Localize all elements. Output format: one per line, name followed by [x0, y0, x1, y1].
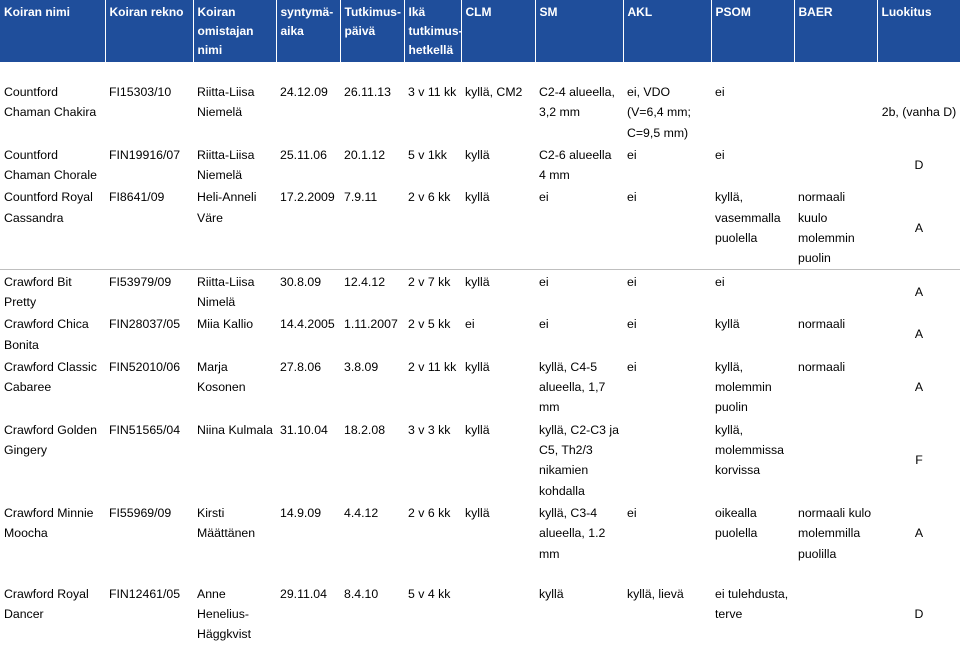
cell-sm: kyllä, C4-5 alueella, 1,7 mm	[539, 359, 606, 415]
header-akl: AKL	[623, 0, 711, 62]
cell-classification: F	[915, 453, 923, 468]
cell-clm: ei	[465, 317, 475, 332]
header-age: Ikä tutkimus-hetkellä	[404, 0, 461, 62]
cell-owner: Marja Kosonen	[197, 359, 246, 395]
cell-sm: ei	[535, 269, 623, 312]
cell-exam-date: 18.2.08	[344, 422, 386, 437]
cell-birth-date: 25.11.06	[280, 147, 327, 162]
cell-baer	[794, 62, 877, 143]
cell-dog-name: Crawford Bit Pretty	[0, 269, 105, 312]
table-row	[0, 564, 960, 645]
table-row	[0, 312, 960, 355]
cell-akl: ei	[627, 317, 637, 332]
header-baer: BAER	[794, 0, 877, 62]
cell-exam-date: 26.11.13	[344, 85, 391, 99]
cell-exam-date: 3.8.09	[344, 359, 379, 374]
cell-age: 2 v 6 kk	[408, 190, 451, 205]
cell-clm: kyllä	[465, 359, 490, 374]
cell-dog-name: Crawford Chica Bonita	[4, 317, 89, 352]
cell-psom: kyllä	[715, 317, 740, 332]
cell-baer	[794, 418, 877, 501]
cell-baer: normaali	[798, 359, 846, 374]
cell-exam-date: 4.4.12	[344, 505, 379, 520]
cell-age: 5 v 1kk	[408, 147, 447, 162]
cell-dog-name: Countford Chaman Chakira	[4, 85, 97, 120]
cell-reg-no: FIN12461/05	[109, 586, 181, 601]
cell-sm: kyllä, C2-C3 ja C5, Th2/3 nikamien kohdalla	[539, 422, 619, 498]
cell-baer: normaali kuulo molemmin puolin	[798, 190, 855, 266]
table-row	[0, 185, 960, 269]
cell-classification: A	[914, 220, 924, 235]
cell-reg-no: FIN52010/06	[109, 359, 181, 374]
table-row	[0, 62, 960, 143]
cell-classification: A	[914, 327, 924, 342]
cell-exam-date: 1.11.2007	[344, 317, 398, 332]
cell-psom: ei	[711, 269, 794, 312]
cell-clm: kyllä	[461, 269, 535, 312]
cell-classification: 2b, (vanha D)	[881, 105, 957, 120]
cell-psom: kyllä, molemmissa korvissa	[715, 422, 785, 478]
cell-age: 2 v 5 kk	[408, 317, 451, 332]
cell-classification: D	[914, 607, 924, 622]
cell-classification: A	[914, 526, 924, 541]
cell-psom: ei	[715, 85, 725, 99]
cell-owner: Niina Kulmala	[197, 422, 273, 437]
cell-birth-date: 24.12.09	[280, 85, 328, 99]
cell-clm: kyllä	[465, 422, 490, 437]
cell-exam-date: 12.4.12	[340, 269, 404, 312]
cell-psom: kyllä, vasemmalla puolella	[715, 190, 781, 246]
cell-birth-date: 14.4.2005	[280, 317, 335, 332]
cell-akl: kyllä, lievä	[627, 586, 684, 601]
table-row	[0, 355, 960, 418]
cell-exam-date: 7.9.11	[344, 190, 378, 205]
cell-clm: kyllä	[465, 190, 490, 205]
cell-birth-date: 17.2.2009	[280, 190, 335, 205]
header-exam-date: Tutkimus-päivä	[340, 0, 404, 62]
cell-birth-date: 29.11.04	[280, 586, 327, 601]
cell-age: 5 v 4 kk	[408, 586, 451, 601]
cell-age: 2 v 11 kk	[408, 359, 457, 374]
cell-reg-no: FI55969/09	[109, 505, 172, 520]
cell-age: 3 v 3 kk	[408, 422, 451, 437]
cell-clm: kyllä, CM2	[465, 85, 523, 99]
cell-psom: ei tulehdusta, terve	[715, 586, 789, 622]
cell-dog-name: Crawford Royal Dancer	[4, 586, 89, 622]
cell-baer: normaali	[798, 317, 846, 332]
cell-dog-name: Crawford Classic Cabaree	[4, 359, 97, 395]
cell-dog-name: Crawford Minnie Moocha	[4, 505, 94, 541]
cell-psom: ei	[715, 147, 725, 162]
cell-sm: C2-4 alueella, 3,2 mm	[539, 85, 615, 120]
cell-owner: Kirsti Määttänen	[197, 505, 256, 541]
header-classification: Luokitus	[877, 0, 960, 62]
table-row	[0, 143, 960, 186]
cell-owner: Riitta-Liisa Niemelä	[197, 85, 255, 120]
cell-classification: A	[877, 269, 960, 312]
header-owner: Koiran omistajan nimi	[193, 0, 276, 62]
cell-clm: kyllä	[465, 147, 490, 162]
table-row	[0, 501, 960, 564]
header-psom: PSOM	[711, 0, 794, 62]
cell-psom: kyllä, molemmin puolin	[715, 359, 772, 415]
cell-owner: Anne Henelius-Häggkvist	[197, 586, 251, 642]
header-reg-no: Koiran rekno	[105, 0, 193, 62]
cell-birth-date: 27.8.06	[280, 359, 322, 374]
table-row	[0, 418, 960, 501]
cell-birth-date: 30.8.09	[276, 269, 340, 312]
cell-clm: kyllä	[465, 505, 490, 520]
cell-baer	[794, 143, 877, 186]
cell-exam-date: 20.1.12	[344, 147, 386, 162]
cell-age: 2 v 6 kk	[408, 505, 451, 520]
cell-owner: Riitta-Liisa Niemelä	[197, 147, 255, 183]
cell-dog-name: Countford Chaman Chorale	[4, 147, 97, 183]
cell-akl: ei, VDO (V=6,4 mm; C=9,5 mm)	[627, 85, 691, 140]
cell-baer: normaali kulo molemmilla puolilla	[798, 505, 872, 561]
cell-age: 3 v 11 kk	[408, 85, 457, 99]
cell-classification: D	[914, 158, 924, 173]
cell-psom: oikealla puolella	[715, 505, 758, 541]
header-dog-name: Koiran nimi	[0, 0, 105, 62]
cell-reg-no: FIN28037/05	[109, 317, 181, 332]
cell-clm	[461, 564, 535, 645]
cell-akl: ei	[627, 505, 637, 520]
cell-reg-no: FI8641/09	[109, 190, 165, 205]
header-birth-date: syntymä-aika	[276, 0, 340, 62]
header-clm: CLM	[461, 0, 535, 62]
cell-baer	[794, 269, 877, 312]
cell-akl: ei	[627, 190, 637, 205]
table-row	[0, 269, 960, 312]
header-sm: SM	[535, 0, 623, 62]
cell-reg-no: FIN51565/04	[109, 422, 181, 437]
cell-sm: kyllä, C3-4 alueella, 1.2 mm	[539, 505, 606, 561]
cell-birth-date: 31.10.04	[280, 422, 328, 437]
cell-reg-no: FIN19916/07	[109, 147, 181, 162]
cell-sm: ei	[539, 317, 549, 332]
cell-akl: ei	[627, 359, 637, 374]
cell-akl: ei	[623, 269, 711, 312]
cell-baer	[794, 564, 877, 645]
cell-owner: Miia Kallio	[197, 317, 254, 332]
cell-classification: A	[914, 380, 924, 395]
cell-akl	[623, 418, 711, 501]
header-row	[0, 0, 960, 62]
cell-owner: Riitta-Liisa Nimelä	[193, 269, 276, 312]
cell-reg-no: FI15303/10	[109, 85, 172, 99]
cell-sm: kyllä	[539, 586, 564, 601]
cell-sm: ei	[539, 190, 549, 205]
cell-dog-name: Crawford Golden Gingery	[4, 422, 97, 458]
cell-birth-date: 14.9.09	[280, 505, 322, 520]
cell-dog-name: Countford Royal Cassandra	[4, 190, 93, 225]
cell-sm: C2-6 alueella 4 mm	[539, 147, 612, 183]
cell-exam-date: 8.4.10	[344, 586, 379, 601]
cell-reg-no: FI53979/09	[105, 269, 193, 312]
cell-akl: ei	[627, 147, 637, 162]
cell-age: 2 v 7 kk	[404, 269, 461, 312]
cell-owner: Heli-Anneli Väre	[197, 190, 257, 225]
